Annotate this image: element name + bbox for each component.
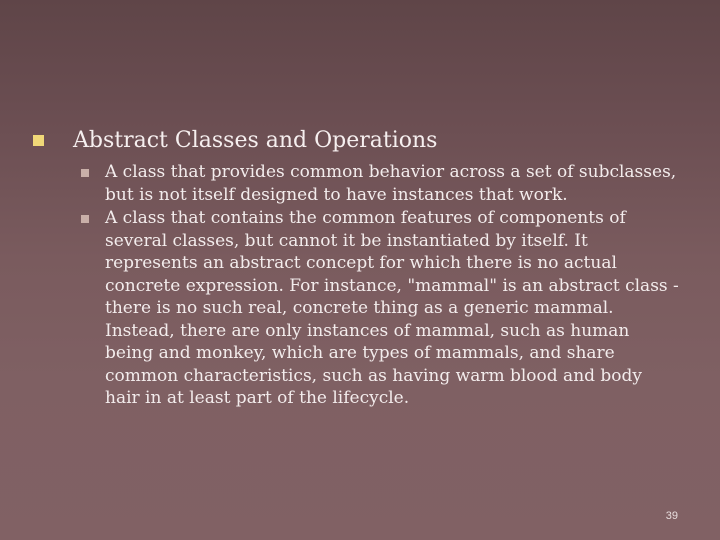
- sub-bullet-item: [81, 207, 681, 410]
- square-bullet-icon: [33, 135, 44, 146]
- main-bullet-text: Abstract Classes and Operations: [73, 128, 438, 153]
- sub-bullet-item: [81, 161, 681, 206]
- main-bullet-item: [33, 127, 437, 155]
- small-square-bullet-icon: [81, 169, 89, 177]
- small-square-bullet-icon: [81, 215, 89, 223]
- sub-bullet-text: A class that provides common behavior across a set of subclasses, but is not itself designed to have instances that work.: [105, 162, 677, 205]
- sub-bullet-list: [81, 161, 681, 411]
- page-number: 39: [665, 510, 678, 522]
- sub-bullet-text: A class that contains the common features of components of several classes, but cannot it be instantiated by itself. It represents an abstract concept for which there is no actual concrete expression. For instance, "mammal" is an abstract class - there is no such real, concrete thing as a generic mammal. Instead, there are only instances of mammal, such as human being and monkey, which are types of mammals, and share common characteristics, such as having warm blood and body hair in at least part of the lifecycle.: [105, 208, 679, 408]
